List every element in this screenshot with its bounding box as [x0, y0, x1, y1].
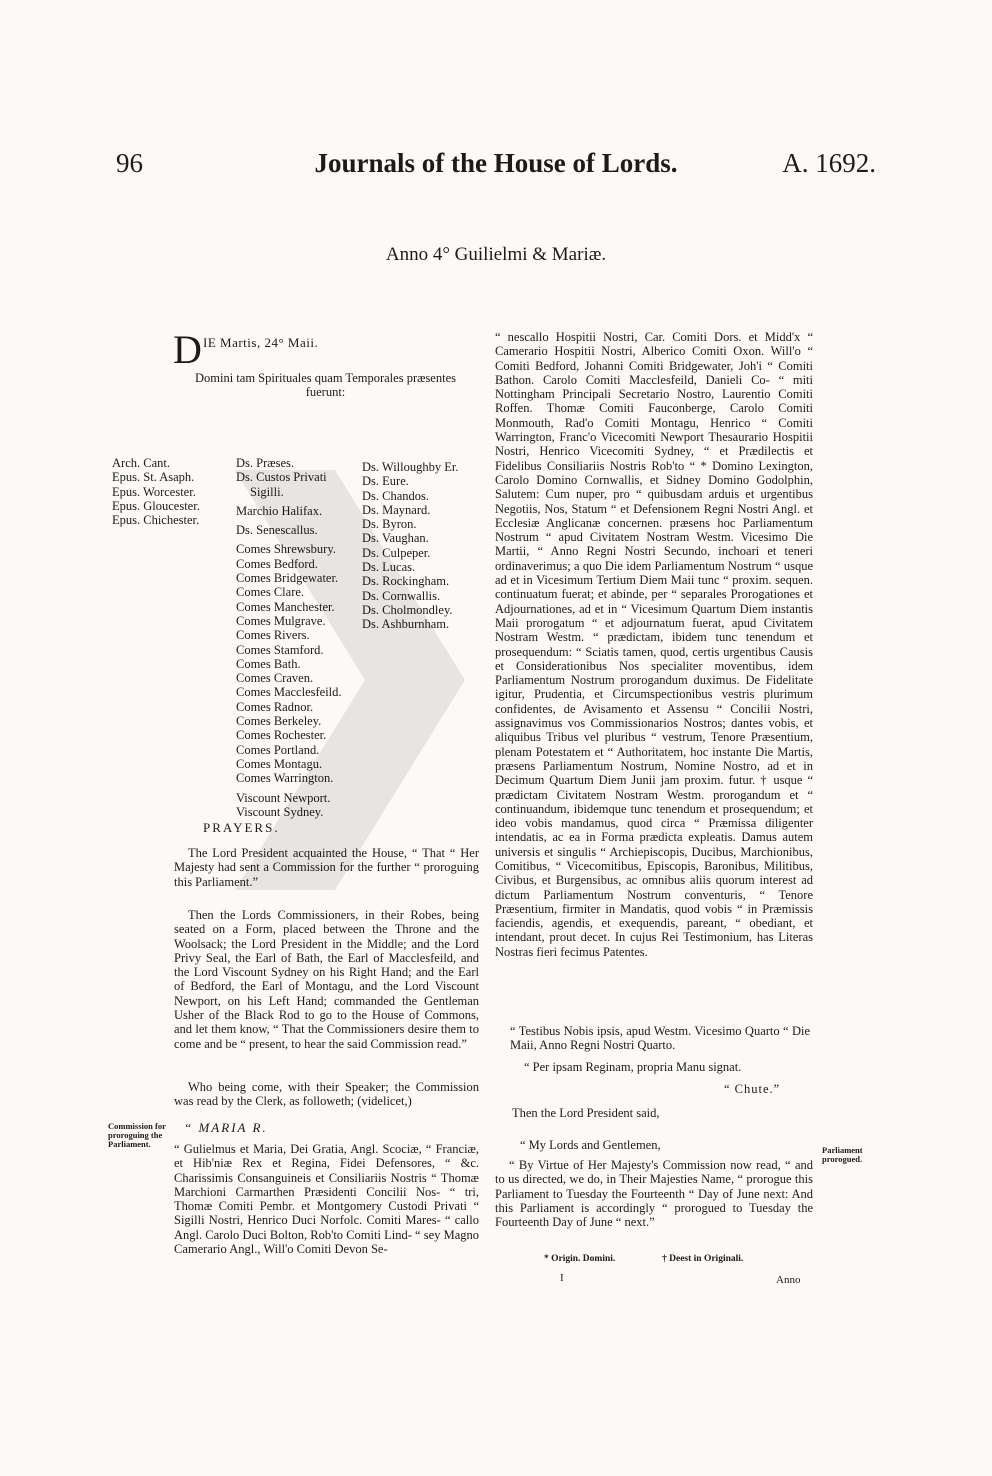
list-item: Ds. Culpeper. [362, 545, 431, 560]
list-item: Ds. Cholmondley. [362, 602, 453, 617]
list-item: Ds. Cornwallis. [362, 588, 441, 603]
list-item: Comes Bridgewater. [236, 571, 339, 586]
paragraph-commission-read: Who being come, with their Speaker; the Commission was read by the Clerk, as followeth; (videlicet,) [174, 1080, 479, 1109]
lords-list-temporal [236, 456, 342, 819]
list-item: Epus. St. Asaph. [112, 470, 195, 485]
list-item: Comes Shrewsbury. [236, 542, 336, 557]
list-item: Marchio Halifax. [236, 503, 323, 518]
journal-title: Journals of the House of Lords. [314, 148, 678, 178]
lords-list-barons [362, 460, 459, 632]
list-item: Comes Portland. [236, 742, 320, 757]
list-item: Ds. Byron. [362, 517, 417, 532]
footnote-origin: * Origin. Domini. [544, 1254, 616, 1264]
prayers-heading: PRAYERS. [203, 820, 280, 835]
list-item: Viscount Newport. [236, 790, 331, 805]
commission-text-left: “ Gulielmus et Maria, Dei Gratia, Angl. Scociæ, “ Franciæ, et Hib'niæ Rex et Regina, Fidei Defensores, “ &c. Charissimis Consanguineis et Consiliariis Nostris “ Thomæ Marchioni Carmarthen Præsidenti Concilii Nos- “ tri, Thomæ Comiti Pembr. et Montgomery Custodi Privati “ Sigilli Nostri, Henrico Duci Norfolc. Comiti Mares- “ callo Angl. Carolo Duci Bolton, Rob'to Comiti Lind- “ sey Magno Camerario Angl., Will'o Comiti Devon Se- [174, 1142, 479, 1257]
chute-signature: “ Chute.” [724, 1082, 781, 1096]
list-item: Epus. Worcester. [112, 484, 196, 499]
catchword: Anno [776, 1274, 801, 1286]
commission-text-right: “ nescallo Hospitii Nostri, Car. Comiti Dors. et Midd'x “ Camerario Hospitii Nostri, Alberico Comiti Oxon. Will'o “ Comiti Bedford, Johanni Comiti Bridgewater, Joh'i “ Comiti Bathon. Carolo Comiti Macclesfeild, Danieli Co- “ miti Nottingham Principali Secretario Nostro, Laurentio Comiti Roffen. Thomæ Comiti Fauconberge, Carolo Comiti Monmouth, Rad'o Comiti Montagu, Henrico “ Comiti Warrington, Franc'o Vicecomiti Newport Thesaurario Hospitii Nostri, Henrico Vicecomiti Sydney, “ et Prædilectis et Fidelibus Consiliariis Nostris Rob'to “ * Domino Lexington, Carolo Domino Cornwallis, et Sidney Domino Godolphin, Salutem: Cum nuper, pro “ quibusdam arduis et urgentibus Negotiis, Nos, Statum “ et Defensionem Regni Nostri Angl. et Ecclesiæ Anglicanæ concernen. præsens hoc Parliamentum Nostrum “ apud Civitatem Nostram Westm. Vicesimo Die Martii, “ Anno Regni Nostri Secundo, inchoari et teneri ordinaverimus; a quo Die idem Parliamentum Nostrum “ usque ad et in Vicesimum Tertium Diem Maii tunc “ proxim. sequen. continuatum fuerat; et abinde, per “ separales Prorogationes et Adjournationes, ad et in “ Vicesimum Quartum Diem instantis Maii prorogatum “ et adjournatum fuerat, apud Civitatem Nostram Westm. “ prædictam, ibidem tunc tenendum et prosequendum: “ Sciatis tamen, quod, certis urgentibus Causis et Considerationibus Nos specialiter moventibus, idem Parliamentum Nostrum prorogandum duximus. De Fidelitate igitur, Prudentia, et Circumspectionibus vestris plurimum confidentes, de Avisamento et Assensu “ Concilii Nostri, assignavimus vos Commissionarios Nostros; dantes vobis, et aliquibus Tribus vel pluribus “ vestrum, Tenore Præsentium, plenam Potestatem et “ Authoritatem, hoc instante Die Martis, præsens Parliamentum Nostrum, Nomine Nostro, ad et in Decimum Quartum Diem Junii jam proxim. futur. † usque “ prædictam Civitatem Nostram Westm. prorogandum et “ continuandum, ibidemque tunc tenendum et prosequendum; et ideo vobis mandamus, quod circa “ Præmissa diligenter intendatis, ac ea in Forma prædicta expleatis. Damus autem universis et singulis “ Archiepiscopis, Ducibus, Marchionibus, Comitibus, “ Vicecomitibus, Episcopis, Baronibus, Militibus, Civibus, et Burgensibus, ac omnibus aliis quorum interest ad dictum Parliamentum Nostrum conventuris, “ Tenore Præsentium, firmiter in Mandatis, quod vobis “ in Præmissis faciendis, agendis, et exequendis, pareant, “ obediant, et intendant, prout decet. In cujus Rei Testimonium, has Literas Nostras fieri fecimus Patentes. [495, 330, 813, 959]
prorogation-speech: “ By Virtue of Her Majesty's Commission now read, “ and to us directed, we do, in Their Majesties Name, “ prorogue this Parliament to Tuesday the Fourteenth “ Day of June next: And this Parliament is accordingly “ prorogued to Tuesday the Fourteenth Day of June “ next.” [495, 1158, 813, 1230]
list-item: Sigilli. [250, 484, 284, 499]
per-ipsam-reginam: “ Per ipsam Reginam, propria Manu signat. [524, 1060, 742, 1074]
list-item: Comes Manchester. [236, 599, 335, 614]
then-president-said: Then the Lord President said, [512, 1106, 660, 1120]
margin-note-prorogued: Parliament prorogued. [822, 1145, 863, 1164]
list-item: Comes Clare. [236, 585, 305, 600]
list-item: Ds. Vaughan. [362, 531, 429, 546]
testibus-clause: “ Testibus Nobis ipsis, apud Westm. Vicesimo Quarto “ Die Maii, Anno Regni Nostri Quarto. [510, 1024, 810, 1053]
signature-mark: I [560, 1272, 564, 1284]
date-line: IE Martis, 24° Maii. [203, 335, 319, 350]
list-item: Comes Radnor. [236, 699, 314, 714]
list-item: Comes Warrington. [236, 771, 334, 786]
list-item: Epus. Gloucester. [112, 498, 200, 513]
list-item: Ds. Senescallus. [236, 523, 318, 538]
list-item: Ds. Eure. [362, 474, 409, 489]
list-item: Ds. Ashburnham. [362, 617, 450, 632]
list-item: Comes Bath. [236, 656, 301, 671]
footnote-deest: † Deest in Originali. [662, 1254, 744, 1264]
list-item: Comes Rochester. [236, 728, 327, 743]
paragraph-president-acquainted: The Lord President acquainted the House, “ That “ Her Majesty had sent a Commission for the further “ proroguing this Parliament.” [174, 846, 479, 889]
list-item: Comes Stamford. [236, 642, 324, 657]
list-item: Arch. Cant. [112, 456, 170, 470]
maria-heading: “ MARIA R. [184, 1120, 268, 1135]
list-item: Ds. Maynard. [362, 502, 431, 517]
list-item: Ds. Præses. [236, 456, 294, 470]
list-item: Ds. Willoughby Er. [362, 460, 459, 474]
list-item: Comes Bedford. [236, 556, 318, 571]
drop-cap: D [173, 327, 202, 372]
list-item: Ds. Custos Privati [236, 470, 327, 485]
regnal-year-heading: Anno 4° Guilielmi & Mariæ. [385, 244, 607, 265]
list-item: Comes Mulgrave. [236, 613, 326, 628]
list-item: Ds. Chandos. [362, 488, 430, 503]
list-item: Ds. Rockingham. [362, 574, 450, 589]
lords-list-spiritual [112, 456, 200, 527]
list-item: Ds. Lucas. [362, 560, 416, 575]
list-item: Epus. Chichester. [112, 513, 200, 528]
year-heading: A. 1692. [782, 148, 876, 178]
attendance-heading: Domini tam Spirituales quam Temporales præsentes fuerunt: [194, 371, 456, 399]
list-item: Viscount Sydney. [236, 804, 324, 819]
my-lords-address: “ My Lords and Gentlemen, [520, 1138, 661, 1152]
list-item: Comes Rivers. [236, 628, 310, 643]
list-item: Comes Montagu. [236, 756, 323, 771]
paragraph-lords-commissioners: Then the Lords Commissioners, in their Robes, being seated on a Form, placed between the Throne and the Woolsack; the Lord President in the Middle; and the Lord Privy Seal, the Earl of Bath, the Earl of Macclesfeild, and the Lord Viscount Sydney on his Right Hand; and the Earl of Bedford, the Earl of Montagu, and the Lord Viscount Newport, on his Left Hand; commanded the Gentleman Usher of the Black Rod to go to the House of Commons, and let them know, “ That the Commissioners desire them to come and be “ present, to hear the said Commission read.” [174, 908, 479, 1051]
margin-note-commission: Commission for proroguing the Parliament. [108, 1121, 166, 1149]
list-item: Comes Macclesfeild. [236, 685, 342, 700]
list-item: Comes Berkeley. [236, 714, 322, 729]
list-item: Comes Craven. [236, 671, 314, 686]
page-number: 96 [116, 148, 143, 178]
